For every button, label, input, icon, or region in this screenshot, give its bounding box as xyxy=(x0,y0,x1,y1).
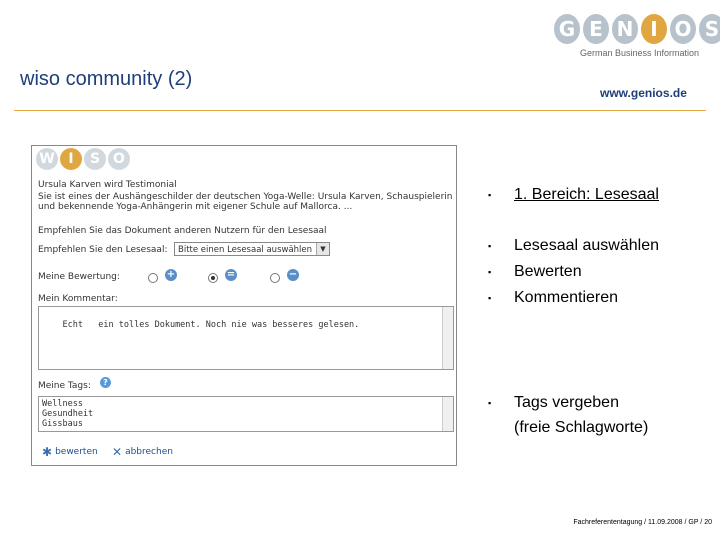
bullet-text: (freie Schlagworte) xyxy=(514,419,649,436)
document-description: Sie ist eines der Aushängeschilder der deutschen Yoga-Welle: Ursula Karven, Schauspielerin und bekennende Yoga-Anhängerin mit eigener Schule auf Mallorca. ... xyxy=(38,192,453,212)
wiso-logo xyxy=(36,148,132,170)
rate-button[interactable] xyxy=(42,445,98,459)
genios-logo xyxy=(550,14,720,66)
bullet-text: Lesesaal auswählen xyxy=(514,237,659,254)
bullet-mark: ▪ xyxy=(488,241,492,251)
rate-button-label: bewerten xyxy=(55,447,98,457)
slide-footer: Fachreferententagung / 11.09.2008 / GP / 20 xyxy=(573,519,712,526)
bullet-mark: ▪ xyxy=(488,293,492,303)
bullet-text: Kommentieren xyxy=(514,289,619,306)
tag-item: Gesundheit xyxy=(42,409,94,419)
website-url[interactable]: www.genios.de xyxy=(600,86,687,100)
cancel-button-label: abbrechen xyxy=(125,447,173,457)
equals-icon[interactable]: = xyxy=(226,269,236,280)
tag-item: Wellness xyxy=(42,399,83,409)
bullet-text: Tags vergeben xyxy=(514,394,619,411)
plus-icon[interactable]: + xyxy=(166,269,176,280)
logo-letter: N xyxy=(612,14,638,44)
close-icon: ✕ xyxy=(112,445,123,459)
wiso-letter: S xyxy=(84,148,106,170)
rating-radio-neutral[interactable] xyxy=(208,273,218,283)
lesesaal-select[interactable] xyxy=(174,242,330,256)
lesesaal-select-value: Bitte einen Lesesaal auswählen xyxy=(178,245,313,255)
rating-radio-positive[interactable] xyxy=(148,273,158,283)
help-icon[interactable]: ? xyxy=(100,377,111,388)
document-title[interactable]: Ursula Karven wird Testimonial xyxy=(38,180,177,190)
asterisk-icon: ✱ xyxy=(42,445,53,459)
wiso-screenshot xyxy=(31,145,457,466)
bullet-mark: ▪ xyxy=(488,190,492,200)
logo-letter: I xyxy=(641,14,667,44)
logo-subtitle: German Business Information xyxy=(580,48,700,58)
comment-scrollbar[interactable] xyxy=(442,307,453,369)
lesesaal-label: Empfehlen Sie den Lesesaal: xyxy=(38,245,168,255)
recommend-header: Empfehlen Sie das Dokument anderen Nutzern für den Lesesaal xyxy=(38,226,327,236)
bullet-text: 1. Bereich: Lesesaal xyxy=(514,186,659,203)
cancel-button[interactable] xyxy=(112,445,173,459)
wiso-letter: W xyxy=(36,148,58,170)
wiso-letter: O xyxy=(108,148,130,170)
bullet-mark: ▪ xyxy=(488,398,492,408)
logo-letter: O xyxy=(670,14,696,44)
minus-icon[interactable]: − xyxy=(288,269,298,280)
tags-label: Meine Tags: xyxy=(38,381,91,391)
tags-textarea[interactable] xyxy=(38,396,454,432)
bullet-text: Bewerten xyxy=(514,263,582,280)
rating-radio-negative[interactable] xyxy=(270,273,280,283)
comment-text: Echt ein tolles Dokument. Noch nie was besseres gelesen. xyxy=(62,320,360,330)
comment-textarea[interactable] xyxy=(38,306,454,370)
logo-letter: G xyxy=(554,14,580,44)
logo-letter: E xyxy=(583,14,609,44)
wiso-letter: I xyxy=(60,148,82,170)
rating-label: Meine Bewertung: xyxy=(38,272,120,282)
tag-item: Gissbaus xyxy=(42,419,83,429)
comment-label: Mein Kommentar: xyxy=(38,294,118,304)
bullet-mark: ▪ xyxy=(488,267,492,277)
chevron-down-icon[interactable]: ▼ xyxy=(316,243,329,255)
tags-scrollbar[interactable] xyxy=(442,397,453,431)
slide-title: wiso community (2) xyxy=(20,68,193,90)
header-divider xyxy=(14,110,706,111)
logo-letter: S xyxy=(699,14,720,44)
